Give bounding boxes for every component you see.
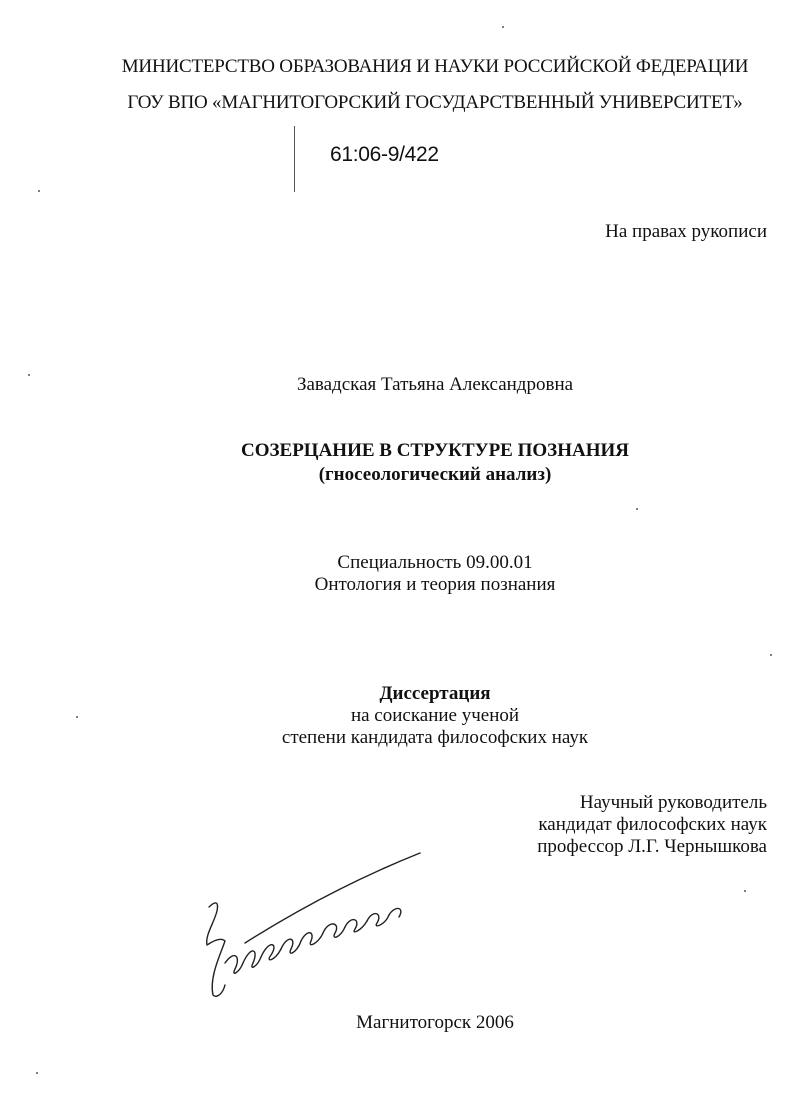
dissertation-heading: Диссертация [379, 683, 491, 704]
dissertation-purpose-line1: на соискание ученой [350, 705, 520, 726]
city-year: Магнитогорск 2006 [356, 1012, 514, 1033]
scan-speck [28, 374, 30, 376]
dissertation-subtitle: (гносеологический анализ) [318, 464, 552, 485]
specialty-name: Онтология и теория познания [314, 574, 556, 595]
scan-speck [36, 1072, 38, 1074]
scan-speck [76, 716, 78, 718]
stamp-divider [294, 126, 295, 192]
advisor-name: профессор Л.Г. Чернышкова [537, 836, 767, 857]
manuscript-note: На правах рукописи [605, 221, 767, 242]
scan-speck [636, 508, 638, 510]
library-stamp-code: 61:06-9/422 [330, 143, 439, 166]
ministry-header: МИНИСТЕРСТВО ОБРАЗОВАНИЯ И НАУКИ РОССИЙСКОЙ ФЕДЕРАЦИИ [121, 56, 749, 77]
scan-speck [744, 890, 746, 892]
handwritten-signature [195, 845, 435, 1010]
specialty-code: Специальность 09.00.01 [337, 552, 533, 573]
dissertation-title: СОЗЕРЦАНИЕ В СТРУКТУРЕ ПОЗНАНИЯ [241, 440, 629, 461]
university-header: ГОУ ВПО «МАГНИТОГОРСКИЙ ГОСУДАРСТВЕННЫЙ УНИВЕРСИТЕТ» [127, 92, 743, 113]
advisor-degree: кандидат философских наук [538, 814, 767, 835]
scan-speck [38, 190, 40, 192]
scan-speck [770, 654, 772, 656]
scan-speck [502, 26, 504, 28]
advisor-role: Научный руководитель [579, 792, 767, 813]
author-name: Завадская Татьяна Александровна [296, 374, 574, 395]
dissertation-purpose-line2: степени кандидата философских наук [281, 727, 589, 748]
